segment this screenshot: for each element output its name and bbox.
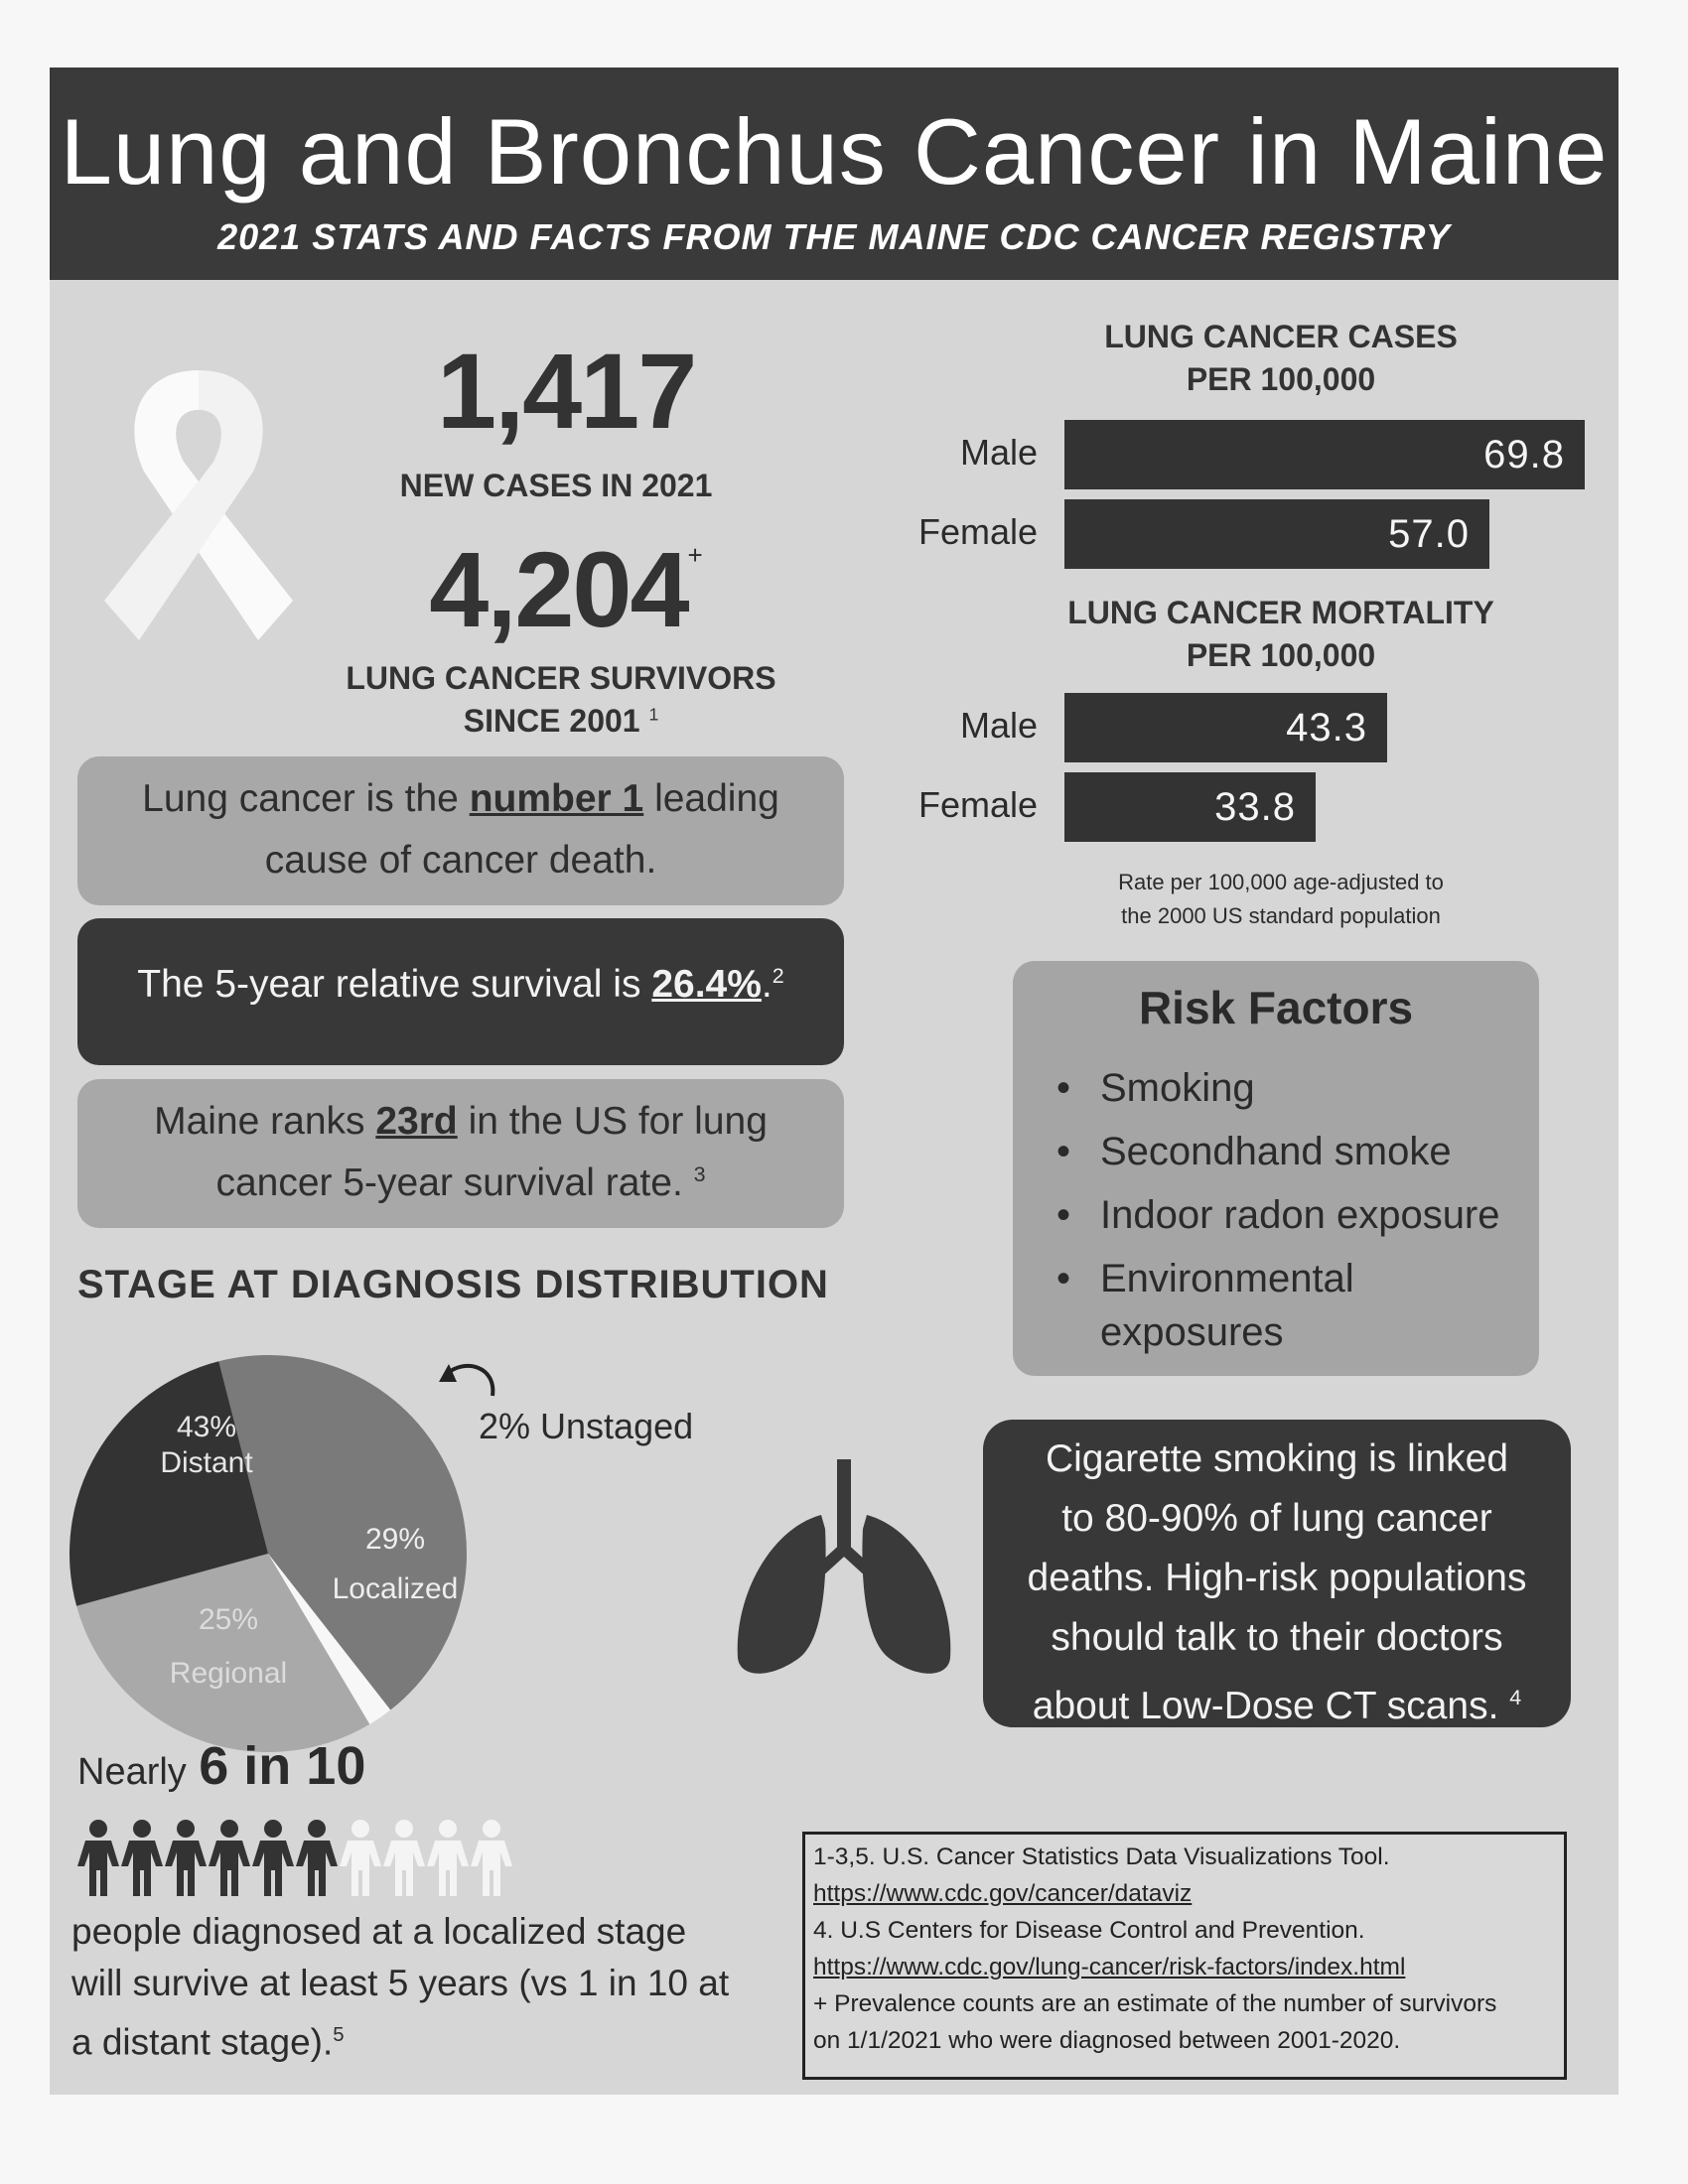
risk-item-continuation: exposures (1100, 1310, 1284, 1354)
reference-line: + Prevalence counts are an estimate of the number of survivors (813, 1990, 1497, 2017)
survival-ratio-heading (77, 1735, 365, 1797)
survivors-label-line2 (278, 700, 844, 743)
awareness-ribbon-icon (99, 352, 298, 650)
localized-label: Localized (332, 1572, 459, 1605)
leading-cause-fact (77, 756, 844, 905)
person-icon (338, 1819, 383, 1898)
mortality-title-line2: PER 100,000 (1186, 637, 1376, 674)
mortality-chart-title (983, 592, 1579, 677)
page-subtitle: 2021 STATS AND FACTS FROM THE MAINE CDC CANCER REGISTRY (217, 216, 1451, 257)
rate-note-line2: the 2000 US standard population (1121, 903, 1441, 928)
rank-ref: 3 (693, 1162, 706, 1187)
reference-line: 1-3,5. U.S. Cancer Statistics Data Visualizations Tool. (813, 1843, 1390, 1870)
localized-pct: 29% (364, 1523, 426, 1556)
person-icon (425, 1819, 471, 1898)
risk-factors-list (1053, 1056, 1500, 1310)
rank-pre: Maine ranks (154, 1100, 376, 1143)
reference-line: on 1/1/2021 who were diagnosed between 2001-2020. (813, 2027, 1401, 2054)
rank-fact (77, 1079, 844, 1228)
stage-chart-title: STAGE AT DIAGNOSIS DISTRIBUTION (77, 1263, 829, 1306)
regional-slice-label (149, 1593, 308, 1701)
person-icon (250, 1819, 296, 1898)
rate-note-line1: Rate per 100,000 age-adjusted to (1118, 870, 1444, 894)
risk-factors-title: Risk Factors (1138, 982, 1414, 1033)
smoking-line: Cigarette smoking is linked (1045, 1437, 1509, 1480)
mortality-title-line1: LUNG CANCER MORTALITY (1067, 595, 1494, 630)
reference-link[interactable]: https://www.cdc.gov/cancer/dataviz (813, 1880, 1193, 1907)
rank-emph: 23rd (375, 1100, 458, 1143)
risk-item: • Secondhand smoke (1053, 1120, 1500, 1183)
smoking-line: about Low-Dose CT scans. (1032, 1685, 1499, 1727)
smoking-line: deaths. High-risk populations (1027, 1557, 1527, 1599)
reference-line: 4. U.S Centers for Disease Control and Prevention. (813, 1917, 1365, 1944)
risk-factors-box (1013, 961, 1539, 1376)
cases-label-female: Female (917, 511, 1038, 552)
risk-item: • Environmental (1053, 1247, 1500, 1310)
leading-line2: cause of cancer death. (264, 839, 657, 883)
cases-title-line1: LUNG CANCER CASES (1104, 319, 1458, 354)
mortality-bar-male: 43.3 (1064, 693, 1387, 762)
people-caption-line: will survive at least 5 years (vs 1 in 10 at (71, 1963, 730, 2003)
person-icon (163, 1819, 209, 1898)
cases-label-male: Male (959, 432, 1038, 473)
new-cases-number: 1,417 (437, 331, 696, 451)
person-icon (381, 1819, 427, 1898)
people-ref: 5 (333, 2024, 345, 2046)
people-caption-line: people diagnosed at a localized stage (71, 1911, 687, 1952)
smoking-ref: 4 (1509, 1686, 1522, 1709)
reference-link[interactable]: https://www.cdc.gov/lung-cancer/risk-factors/index.html (813, 1954, 1406, 1980)
leading-emph: number 1 (469, 777, 644, 820)
leading-post: leading (643, 777, 779, 820)
curved-arrow-icon (435, 1352, 504, 1402)
survival-fact (77, 918, 844, 1065)
distant-pct: 43% (176, 1411, 237, 1443)
distant-label: Distant (160, 1446, 253, 1479)
people-row (75, 1819, 592, 1898)
page-header (50, 68, 1618, 280)
people-caption-line: a distant stage). (71, 2021, 334, 2063)
survival-ref: 2 (772, 964, 784, 988)
cases-title-line2: PER 100,000 (1186, 361, 1376, 398)
mortality-bar-female: 33.8 (1064, 772, 1316, 842)
survivors-plus-mark: + (687, 540, 703, 570)
risk-item: • Smoking (1053, 1056, 1500, 1120)
person-icon (75, 1819, 121, 1898)
mortality-label-female: Female (917, 784, 1038, 825)
cases-bar-male: 69.8 (1064, 420, 1585, 489)
smoking-fact-box (983, 1420, 1571, 1727)
regional-label: Regional (169, 1657, 288, 1690)
survivors-ref: 1 (648, 704, 659, 725)
person-icon (207, 1819, 252, 1898)
nearly-label: Nearly (77, 1751, 187, 1793)
survival-ratio: 6 in 10 (199, 1736, 366, 1796)
survivors-number-wrap (397, 529, 735, 649)
rank-post: in the US for lung (457, 1100, 768, 1143)
lungs-icon (730, 1459, 958, 1688)
leading-pre: Lung cancer is the (142, 777, 470, 820)
smoking-line: should talk to their doctors (1051, 1616, 1503, 1659)
survivors-label-since: SINCE 2001 (463, 703, 640, 740)
mortality-label-male: Male (959, 705, 1038, 746)
cases-chart-title (1033, 316, 1529, 401)
survivors-label-line1: LUNG CANCER SURVIVORS (346, 660, 776, 696)
unstaged-callout: 2% Unstaged (479, 1406, 694, 1446)
localized-slice-label (316, 1515, 475, 1614)
new-cases-label: NEW CASES IN 2021 (399, 468, 713, 503)
rank-line2: cancer 5-year survival rate. (215, 1161, 683, 1205)
rate-note (1033, 866, 1529, 933)
people-caption (71, 1906, 729, 2068)
page-title: Lung and Bronchus Cancer in Maine (60, 99, 1609, 204)
survivors-number: 4,204 (429, 529, 688, 649)
smoking-line: to 80-90% of lung cancer (1061, 1497, 1492, 1540)
distant-slice-label (147, 1410, 266, 1481)
survival-emph: 26.4% (651, 963, 762, 1006)
survival-pre: The 5-year relative survival is (137, 963, 652, 1006)
regional-pct: 25% (198, 1603, 259, 1636)
survivors-label (278, 657, 844, 743)
person-icon (294, 1819, 340, 1898)
cases-bar-female: 57.0 (1064, 499, 1489, 569)
survival-post: . (761, 963, 773, 1006)
person-icon (119, 1819, 165, 1898)
risk-item: • Indoor radon exposure (1053, 1183, 1500, 1247)
references-box (802, 1832, 1567, 2080)
person-icon (469, 1819, 514, 1898)
